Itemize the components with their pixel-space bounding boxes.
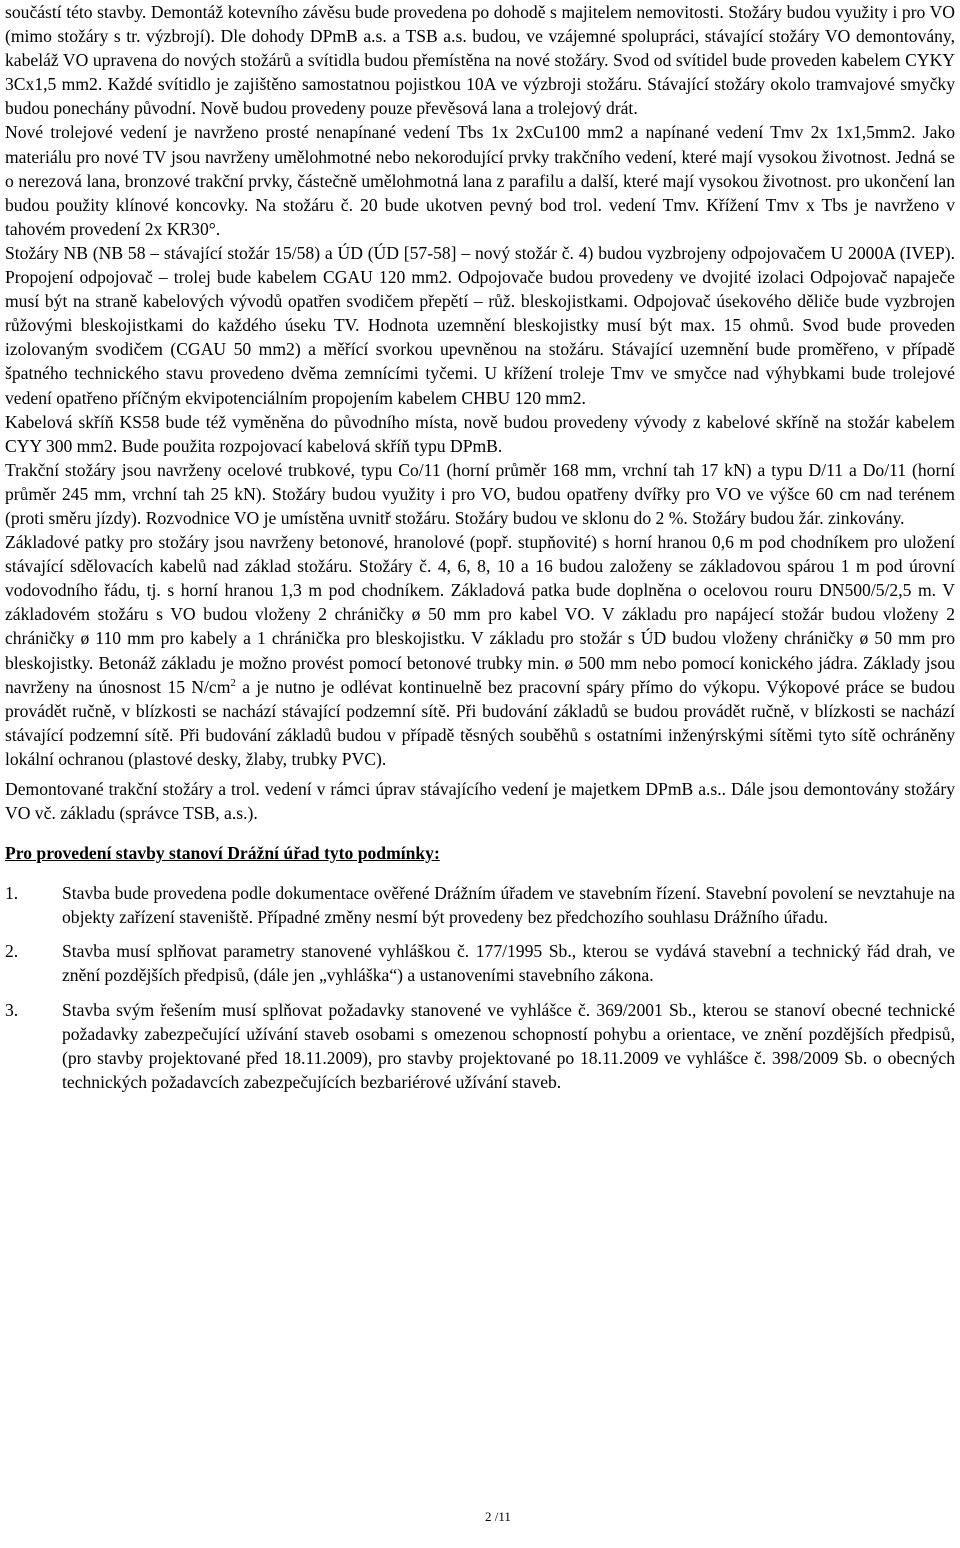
sentence: Odpojovač úsekového děliče bude vyzbrojen růžovými bleskojistkami do každého úseku TV. bbox=[5, 291, 955, 336]
sentence: součástí této stavby. Demontáž kotevního závěsu bude provedena po dohodě s majitelem nemovitosti. Stožáry budou využity i pro VO (mimo stožáry s tr. výzbrojí). Dle dohody DPmB a.s. a TSB a.s. budou, ve vzájemné spolupráci, stávající stožáry VO demontovány, kabeláž VO upravena do nových stožárů a svítidla budou přemístěna na nové stožáry. bbox=[5, 2, 955, 71]
condition-number: 3. bbox=[5, 999, 19, 1020]
sentence: Jedná se o nerezová lana, bronzové trakční prvky, částečně umělohmotná lana z parafilu a další, které mají vysokou životnost. bbox=[5, 146, 955, 191]
sentence: Rozvodnice VO je umístěna uvnitř stožáru. bbox=[145, 507, 455, 528]
conditions-heading: Pro provedení stavby stanoví Drážní úřad tyto podmínky: bbox=[5, 843, 440, 864]
page-footer bbox=[0, 1509, 960, 1525]
condition-item bbox=[5, 998, 955, 1094]
sentence: Bude použita rozpojovací kabelová skříň typu DPmB. bbox=[121, 435, 503, 456]
sentence: Nové trolejové vedení je navrženo prosté nenapínané vedení Tbs 1x 2xCu100 mm2 a napínané vedení Tmv 2x 1x1,5mm2. bbox=[5, 122, 923, 143]
unit-superscript: 2 bbox=[230, 676, 236, 689]
foundation-text-start: Základové patky pro stožáry jsou navrženy betonové, hranolové (popř. stupňovité) s horní hranou 0,6 m pod chodníkem pro uložení stávající sdělovacích kabelů nad základ stožáru. Stožáry č. 4, 6, 8, 10 a 16 budou založeny se základovou spárou 1 m pod úrovní vodovodního řádu, tj. s horní hranou 1,3 m pod chodníkem. Základová patka bude doplněna o ocelovou rouru DN500/5/2,5 m. V základovém stožáru s VO budou vloženy 2 chráničky ø 50 mm pro kabel VO. V základu pro napájecí stožár budou vloženy 2 chráničky ø 110 mm pro kabely a 1 chránička pro bleskojistku. V základu pro stožár s ÚD budou vloženy chráničky ø 50 mm pro bleskojistky. Betonáž základu je možno provést pomocí betonové trubky min. ø 500 mm nebo pomocí konického jádra. Základy jsou navrženy na únosnost 15 N/cm bbox=[5, 532, 955, 697]
document-page bbox=[5, 0, 955, 1094]
sentence: Hodnota uzemnění bleskojistky musí být max. 15 ohmů. bbox=[367, 315, 803, 336]
condition-item bbox=[5, 881, 955, 929]
sentence: Stávající uzemnění bude proměřeno, v případě špatného technického stavu provedeno dvěma zemnícími tyčemi. bbox=[5, 339, 955, 384]
sentence: Kabelová skříň KS58 bude též vyměněna do původního místa, nově budou provedeny vývody z kabelové skříně na stožár kabelem CYY 300 mm2. bbox=[5, 411, 955, 456]
paragraph-traction-poles bbox=[5, 458, 955, 530]
foundation-text-end: a je nutno je odlévat kontinuelně bez pracovní spáry přímo do výkopu. Výkopové práce se budou provádět ručně, v blízkosti se nachází stávající podzemní sítě. Při budování základů se budou provádět ručně, v blízkosti se nachází stávající podzemní sítě. Při budování základů budou v případě těsných souběhů s ostatními inženýrskými sítěmi tyto sítě ochráněny lokální ochranou (plastové desky, žlaby, trubky PVC). bbox=[5, 676, 955, 769]
sentence: Stožáry NB (NB 58 – stávající stožár 15/58) a ÚD (ÚD [57-58] – nový stožár č. 4) budou vyzbrojeny odpojovačem U 2000A (IVEP). bbox=[5, 242, 955, 263]
sentence: Stožáry budou využity i pro VO, budou opatřeny dvířky pro VO ve výšce 60 cm nad terénem (proti směru jízdy). bbox=[5, 483, 955, 528]
sentence: Svod bude proveden izolovaným svodičem (CGAU 50 mm2) a měřící svorkou upevněnou na stožáru. bbox=[5, 315, 955, 360]
paragraph-foundations bbox=[5, 530, 955, 771]
condition-number: 2. bbox=[5, 941, 19, 962]
condition-text: Stavba svým řešením musí splňovat požadavky stanovené ve vyhlášce č. 369/2001 Sb., kterou se stanoví obecné technické požadavky zabezpečující užívání staveb osobami s omezenou schopností pohybu a orientace, ve znění pozdějších předpisů, (pro stavby projektované před 18.11.2009), pro stavby projektované po 18.11.2009 ve vyhlášce č. 398/2009 Sb. o obecných technických požadavcích zabezpečujících bezbariérové užívání staveb. bbox=[62, 999, 955, 1092]
sentence: Propojení odpojovač – trolej bude kabelem CGAU 120 mm2. bbox=[5, 267, 459, 288]
sentence: Stožáry budou žár. zinkovány. bbox=[692, 507, 905, 528]
sentence: Svod od svítidel bude proveden kabelem CYKY 3Cx1,5 mm2. bbox=[5, 50, 955, 95]
sentence: Křížení Tmv x Tbs je navrženo v tahovém provedení 2x KR30°. bbox=[5, 194, 955, 239]
paragraph-disconnectors bbox=[5, 241, 955, 410]
condition-item bbox=[5, 939, 955, 987]
paragraph-cable-box bbox=[5, 410, 955, 458]
sentence: pro ukončení lan budou použity klínové koncovky. bbox=[5, 170, 955, 215]
sentence: Jako materiálu pro nové TV jsou navrženy umělohmotné nebo nekorodující prvky trakčního vedení, které mají vysokou životnost. bbox=[5, 122, 955, 167]
conditions-list bbox=[5, 881, 955, 1094]
paragraph-trolley-line bbox=[5, 120, 955, 240]
sentence: Nově budou provedeny pouze převěsová lana a trolejový drát. bbox=[200, 98, 638, 119]
sentence: Na stožáru č. 20 bude ukotven pevný bod trol. vedení Tmv. bbox=[255, 194, 707, 215]
sentence: Odpojovače budou provedeny ve dvojité izolaci Odpojovač napaječe musí být na straně kabelových vývodů opatřen svodičem přepětí – růž. bleskojistkami. bbox=[5, 267, 955, 312]
sentence: U křížení troleje Tmv ve smyčce nad výhybkami bude trolejové vedení opatřeno příčným ekvipotenciálním propojením kabelem CHBU 120 mm2. bbox=[5, 363, 955, 408]
sentence: Stožáry budou ve sklonu do 2 %. bbox=[454, 507, 693, 528]
sentence: Stávající stožáry okolo tramvajové smyčky budou ponechány původní. bbox=[5, 74, 955, 119]
page-number: 2 /11 bbox=[485, 1509, 511, 1524]
condition-number: 1. bbox=[5, 883, 19, 904]
condition-text: Stavba bude provedena podle dokumentace ověřené Drážním úřadem ve stavebním řízení. Stavební povolení se nevztahuje na objekty zařízení staveniště. Případné změny nesmí být provedeny bez předchozího souhlasu Drážního úřadu. bbox=[62, 883, 955, 928]
sentence: Trakční stožáry jsou navrženy ocelové trubkové, typu Co/11 (horní průměr 168 mm, vrchní tah 17 kN) a typu D/11 a Do/11 (horní průměr 245 mm, vrchní tah 25 kN). bbox=[5, 459, 955, 504]
sentence: Každé svítidlo je zajištěno samostatnou pojistkou 10A ve výzbroji stožáru. bbox=[107, 74, 648, 95]
paragraph-demontage: Demontované trakční stožáry a trol. vedení v rámci úprav stávajícího vedení je majetkem DPmB a.s.. Dále jsou demontovány stožáry VO vč. základu (správce TSB, a.s.). bbox=[5, 779, 955, 824]
paragraph-lighting bbox=[5, 0, 955, 120]
condition-text: Stavba musí splňovat parametry stanovené vyhláškou č. 177/1995 Sb., kterou se vydává stavební a technický řád drah, ve znění pozdějších předpisů, (dále jen „vyhláška“) a ustanoveními stavebního zákona. bbox=[62, 941, 955, 986]
